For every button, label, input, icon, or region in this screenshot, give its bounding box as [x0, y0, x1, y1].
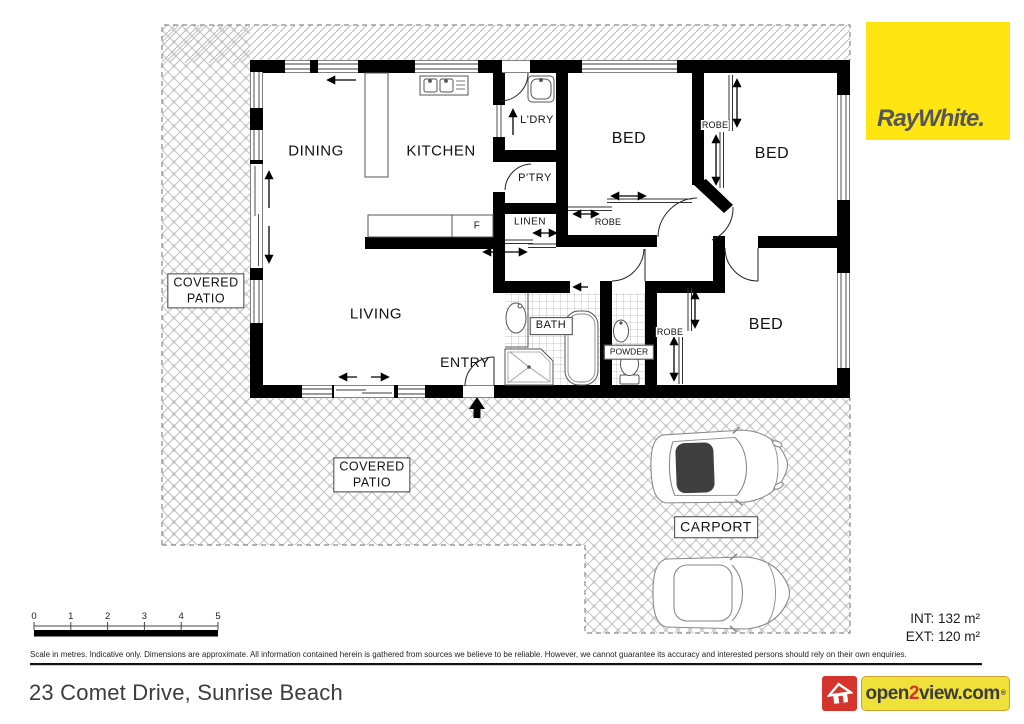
label-pantry: P'TRY	[518, 172, 552, 184]
property-address: 23 Comet Drive, Sunrise Beach	[29, 680, 343, 705]
scale-tick-5: 5	[215, 611, 221, 622]
open2view-two: 2	[908, 682, 919, 704]
label-powder: POWDER	[604, 345, 654, 360]
label-bed-2: BED	[754, 145, 790, 162]
patio-word-covered: COVERED	[173, 275, 239, 290]
raywhite-logo	[866, 22, 1010, 140]
car-hatchback-icon	[653, 554, 790, 632]
label-living: LIVING	[349, 305, 403, 323]
label-carport: CARPORT	[674, 516, 758, 538]
footer-divider	[30, 663, 982, 665]
scale-tick-1: 1	[68, 611, 74, 622]
scale-tick-3: 3	[141, 611, 148, 622]
shower-icon	[505, 349, 553, 385]
scale-bar	[34, 622, 218, 637]
patio-word-covered: COVERED	[339, 459, 405, 474]
patio-word-patio: PATIO	[352, 475, 392, 489]
label-robe-1: ROBE	[594, 217, 622, 227]
label-dining: DINING	[288, 142, 344, 160]
open2view-registered-mark: ®	[1000, 690, 1006, 697]
open2view-house-icon	[822, 676, 857, 711]
laundry-tub-icon	[528, 76, 554, 102]
label-robe-3: ROBE	[656, 327, 684, 337]
disclaimer-text: Scale in metres. Indicative only. Dimensions are approximate. All information contained herein is gathered from sources we believe to be reliable. However, we cannot guarantee its accuracy and interested persons should rely on their own enquiries.	[30, 650, 907, 659]
label-bed-1: BED	[611, 130, 647, 147]
label-kitchen: KITCHEN	[406, 142, 476, 160]
label-fridge: F	[473, 220, 481, 232]
area-external: EXT: 120 m²	[905, 629, 980, 644]
open2view-logo	[822, 676, 1010, 711]
raywhite-logo-text: RayWhite.	[877, 105, 985, 132]
open2view-pre: open	[865, 682, 909, 704]
label-linen: LINEN	[514, 216, 546, 228]
scale-tick-0: 0	[31, 611, 37, 622]
open2view-wordmark	[861, 676, 1010, 711]
patio-word-patio: PATIO	[186, 291, 226, 305]
label-entry: ENTRY	[440, 354, 490, 370]
area-internal: INT: 132 m²	[910, 611, 980, 626]
bath-basin-icon	[506, 303, 526, 333]
label-bath: BATH	[530, 317, 573, 335]
floor-areas	[906, 610, 980, 646]
label-robe-2: ROBE	[701, 120, 729, 130]
label-covered-patio-left	[167, 273, 244, 308]
label-bed-3: BED	[748, 316, 784, 333]
label-covered-patio-bottom	[333, 457, 410, 492]
label-laundry: L'DRY	[520, 114, 554, 126]
open2view-post: view.com	[918, 682, 1000, 704]
scale-tick-4: 4	[178, 611, 184, 622]
scale-tick-2: 2	[104, 611, 111, 622]
